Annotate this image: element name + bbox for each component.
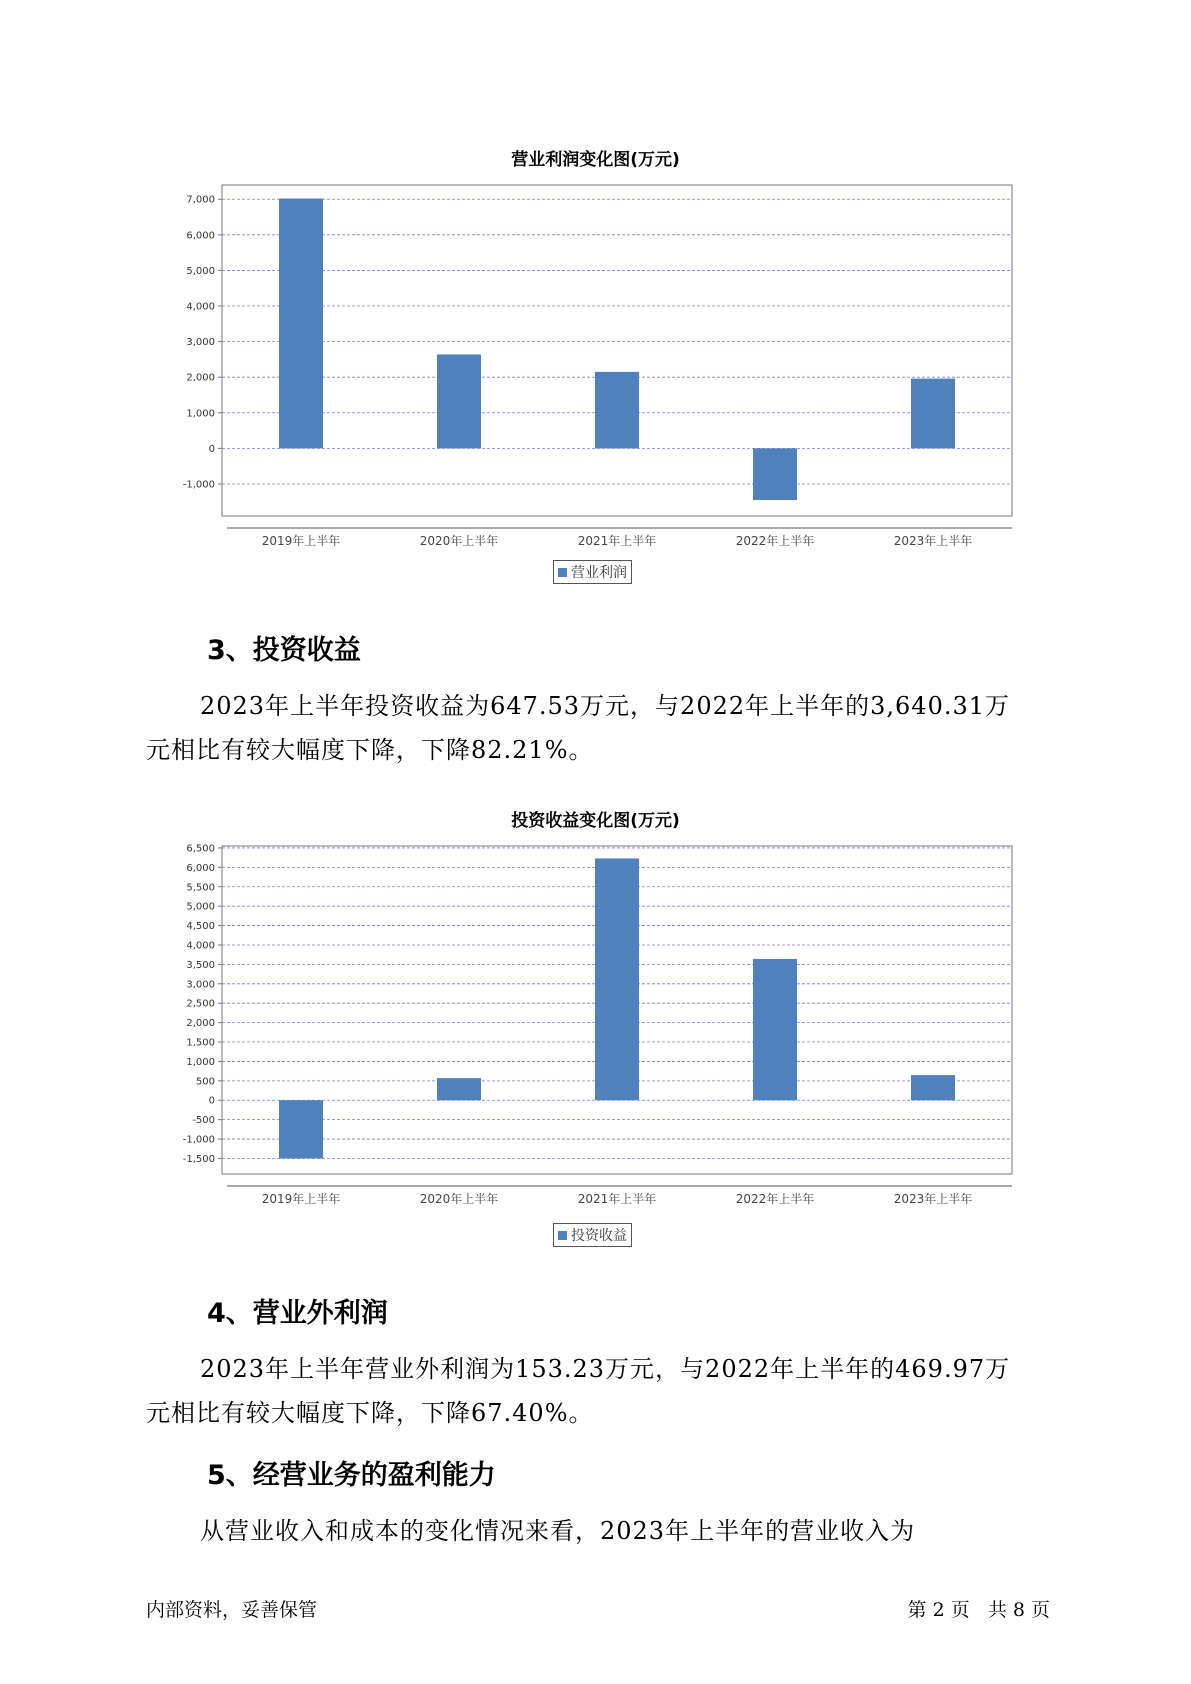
paragraph-line: 元相比有较大幅度下降，下降82.21%。 [146,736,594,764]
bar [595,858,639,1100]
bar [279,199,323,449]
x-tick-label: 2021年上半年 [577,1192,657,1206]
operating-profit-legend [553,560,632,584]
y-tick-label: 5,500 [186,882,215,894]
y-tick-label: -1,000 [182,479,215,491]
paragraph-non-operating-profit [146,1347,1046,1435]
y-tick-label: 6,000 [186,230,215,242]
investment-income-chart [0,830,1191,1205]
paragraph-profitability [146,1509,1046,1553]
y-tick-label: -1,500 [182,1153,215,1165]
bar [437,354,481,448]
legend-swatch-icon [558,1231,567,1240]
y-tick-label: 1,000 [186,1056,215,1068]
y-tick-label: 3,000 [186,337,215,349]
x-tick-label: 2023年上半年 [893,1192,973,1206]
y-tick-label: 2,500 [186,998,215,1010]
x-tick-label: 2022年上半年 [735,1192,815,1206]
x-tick-label: 2019年上半年 [261,1192,341,1206]
y-tick-label: 4,000 [186,301,215,313]
x-tick-label: 2021年上半年 [577,534,657,548]
investment-income-legend [553,1223,632,1247]
y-tick-label: 500 [195,1076,215,1088]
operating-profit-chart-title: 营业利润变化图(万元) [511,150,680,170]
operating-profit-chart [0,170,1191,548]
investment-income-chart-title: 投资收益变化图(万元) [511,811,680,831]
y-tick-label: 2,000 [186,1018,215,1030]
x-tick-label: 2020年上半年 [419,1192,499,1206]
bar [753,959,797,1100]
y-tick-label: 0 [208,1095,215,1107]
y-tick-label: -1,000 [182,1134,215,1146]
legend-label: 投资收益 [571,1228,627,1244]
y-tick-label: 5,000 [186,265,215,277]
legend-swatch-icon [558,568,567,577]
bar [279,1100,323,1158]
x-tick-label: 2023年上半年 [893,534,973,548]
y-tick-label: 7,000 [186,194,215,206]
bar [595,372,639,449]
bar [911,379,955,449]
y-tick-label: 1,000 [186,408,215,420]
x-tick-label: 2020年上半年 [419,534,499,548]
footer-confidential-note: 内部资料，妥善保管 [146,1599,318,1621]
bar [753,448,797,500]
y-tick-label: 4,000 [186,940,215,952]
paragraph-line: 从营业收入和成本的变化情况来看，2023年上半年的营业收入为 [200,1517,916,1545]
y-tick-label: 5,000 [186,901,215,913]
y-tick-label: 0 [208,443,215,455]
paragraph-line: 元相比有较大幅度下降，下降67.40%。 [146,1399,594,1427]
bar [911,1075,955,1100]
paragraph-line: 2023年上半年营业外利润为153.23万元，与2022年上半年的469.97万 [200,1355,1011,1383]
section-heading-profitability: 5、经营业务的盈利能力 [207,1460,496,1491]
y-tick-label: 2,000 [186,372,215,384]
x-tick-label: 2019年上半年 [261,534,341,548]
x-tick-label: 2022年上半年 [735,534,815,548]
section-heading-investment-income: 3、投资收益 [207,635,361,666]
y-tick-label: 1,500 [186,1037,215,1049]
y-tick-label: 4,500 [186,921,215,933]
y-tick-label: 6,000 [186,862,215,874]
y-tick-label: 3,000 [186,979,215,991]
y-tick-label: 6,500 [186,843,215,855]
y-tick-label: -500 [192,1115,215,1127]
paragraph-investment-income [146,684,1046,772]
paragraph-line: 2023年上半年投资收益为647.53万元，与2022年上半年的3,640.31万 [200,692,1011,720]
section-heading-non-operating-profit: 4、营业外利润 [207,1298,388,1329]
bar [437,1078,481,1100]
y-tick-label: 3,500 [186,959,215,971]
footer-page-number: 第 2 页 共 8 页 [907,1599,1050,1621]
legend-label: 营业利润 [571,565,627,581]
